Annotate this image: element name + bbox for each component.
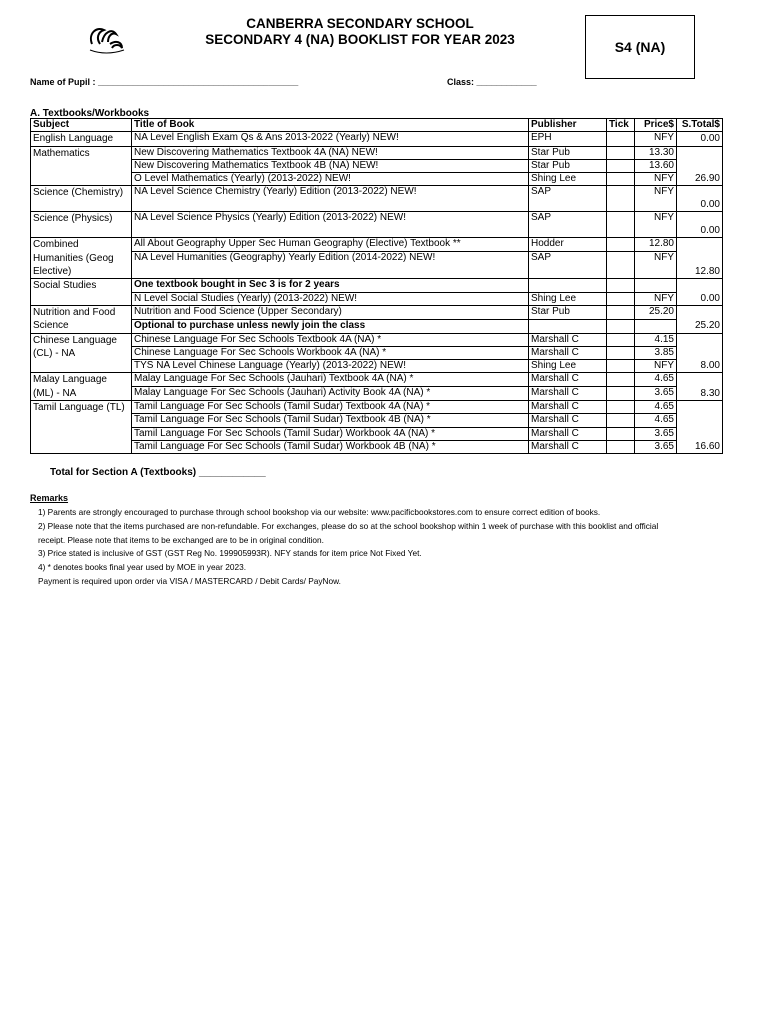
remark-line: 2) Please note that the items purchased are non-refundable. For exchanges, please do so at the school bookshop within 1 week of purchase with this booklist and official: [38, 520, 659, 531]
price: NFY: [635, 360, 677, 373]
remark-line: receipt. Please note that items to be exchanged are to be in original condition.: [38, 534, 324, 545]
book-title: N Level Social Studies (Yearly) (2013-2022) NEW!: [132, 292, 529, 305]
price: 12.80: [635, 238, 677, 252]
section-a-title: A. Textbooks/Workbooks: [30, 108, 150, 119]
tick-box[interactable]: [607, 146, 635, 159]
subtotal: 0.00: [677, 279, 723, 306]
remarks-title: Remarks: [30, 493, 69, 503]
subject-cell: Combined Humanities (Geog Elective): [31, 238, 132, 279]
tick-box[interactable]: [607, 319, 635, 333]
book-note: One textbook bought in Sec 3 is for 2 years: [132, 279, 529, 292]
publisher: Marshall C: [529, 401, 607, 414]
subject-cell: Malay Language (ML) - NA: [31, 373, 132, 401]
price: 4.15: [635, 333, 677, 346]
publisher: Shing Lee: [529, 292, 607, 305]
class-field[interactable]: Class: ____________: [447, 77, 537, 87]
subtotal: 0.00: [677, 212, 723, 238]
price: NFY: [635, 173, 677, 186]
publisher: Shing Lee: [529, 360, 607, 373]
tick-box[interactable]: [607, 414, 635, 427]
book-title: Chinese Language For Sec Schools Workbook 4A (NA) *: [132, 346, 529, 359]
class-code-box: S4 (NA): [585, 15, 695, 79]
tick-box[interactable]: [607, 132, 635, 146]
book-title: Malay Language For Sec Schools (Jauhari) Textbook 4A (NA) *: [132, 373, 529, 387]
subtotal: 8.00: [677, 333, 723, 373]
book-note: Optional to purchase unless newly join the class: [132, 319, 529, 333]
price: 3.65: [635, 427, 677, 440]
publisher: SAP: [529, 186, 607, 212]
publisher: Shing Lee: [529, 173, 607, 186]
tick-box[interactable]: [607, 305, 635, 319]
price: NFY: [635, 212, 677, 238]
remark-line: 1) Parents are strongly encouraged to purchase through school bookshop via our website: www.pacificbookstores.com to ensure correct edition of books.: [38, 507, 601, 517]
table-row: [31, 212, 723, 238]
price: NFY: [635, 186, 677, 212]
tick-box[interactable]: [607, 186, 635, 212]
publisher: Star Pub: [529, 146, 607, 159]
table-row: [31, 427, 723, 440]
price: 4.65: [635, 401, 677, 414]
book-title: All About Geography Upper Sec Human Geography (Elective) Textbook **: [132, 238, 529, 252]
booklist-table: [30, 118, 723, 454]
publisher: Marshall C: [529, 414, 607, 427]
book-title: Malay Language For Sec Schools (Jauhari) Activity Book 4A (NA) *: [132, 387, 529, 401]
price: 25.20: [635, 305, 677, 319]
school-name: CANBERRA SECONDARY SCHOOL: [246, 16, 474, 31]
remark-line: Payment is required upon order via VISA / MASTERCARD / Debit Cards/ PayNow.: [38, 575, 341, 586]
table-row: [31, 186, 723, 212]
table-row: [31, 333, 723, 346]
publisher: Marshall C: [529, 373, 607, 387]
subject-cell: Science (Chemistry): [31, 186, 132, 212]
col-title: Title of Book: [132, 119, 529, 132]
table-header-row: [31, 119, 723, 132]
table-row: [31, 387, 723, 401]
price: 13.60: [635, 159, 677, 172]
subtotal: 8.30: [677, 373, 723, 401]
book-title: New Discovering Mathematics Textbook 4B (NA) NEW!: [132, 159, 529, 172]
subject-cell: Science (Physics): [31, 212, 132, 238]
tick-box[interactable]: [607, 440, 635, 453]
book-title: Chinese Language For Sec Schools Textbook 4A (NA) *: [132, 333, 529, 346]
tick-box[interactable]: [607, 360, 635, 373]
book-title: Tamil Language For Sec Schools (Tamil Sudar) Workbook 4A (NA) *: [132, 427, 529, 440]
subtotal: 25.20: [677, 305, 723, 333]
table-row: [31, 292, 723, 305]
tick-box[interactable]: [607, 238, 635, 252]
tick-box[interactable]: [607, 427, 635, 440]
book-title: NA Level Science Chemistry (Yearly) Edition (2013-2022) NEW!: [132, 186, 529, 212]
price: 4.65: [635, 373, 677, 387]
table-row: [31, 373, 723, 387]
tick-box[interactable]: [607, 292, 635, 305]
price: 4.65: [635, 414, 677, 427]
book-title: TYS NA Level Chinese Language (Yearly) (2013-2022) NEW!: [132, 360, 529, 373]
book-title: O Level Mathematics (Yearly) (2013-2022) NEW!: [132, 173, 529, 186]
table-row: [31, 440, 723, 453]
subject-cell: English Language: [31, 132, 132, 146]
price: NFY: [635, 132, 677, 146]
publisher: Star Pub: [529, 305, 607, 319]
remark-line: 3) Price stated is inclusive of GST (GST Reg No. 199905993R). NFY stands for item price Not Fixed Yet.: [38, 548, 422, 559]
price: 3.65: [635, 440, 677, 453]
tick-box[interactable]: [607, 173, 635, 186]
table-row: [31, 279, 723, 292]
subtotal: 0.00: [677, 186, 723, 212]
subject-cell: Chinese Language (CL) - NA: [31, 333, 132, 373]
section-a-total[interactable]: Total for Section A (Textbooks) ____________: [50, 467, 266, 478]
table-row: [31, 346, 723, 359]
publisher: Marshall C: [529, 440, 607, 453]
tick-box[interactable]: [607, 159, 635, 172]
table-row: [31, 319, 723, 333]
tick-box[interactable]: [607, 279, 635, 292]
booklist-title: SECONDARY 4 (NA) BOOKLIST FOR YEAR 2023: [205, 32, 515, 47]
publisher: [529, 319, 607, 333]
table-row: [31, 159, 723, 172]
col-publisher: Publisher: [529, 119, 607, 132]
tick-box[interactable]: [607, 333, 635, 346]
tick-box[interactable]: [607, 401, 635, 414]
book-title: NA Level Science Physics (Yearly) Edition (2013-2022) NEW!: [132, 212, 529, 238]
book-title: Tamil Language For Sec Schools (Tamil Sudar) Workbook 4B (NA) *: [132, 440, 529, 453]
book-title: Tamil Language For Sec Schools (Tamil Sudar) Textbook 4B (NA) *: [132, 414, 529, 427]
publisher: [529, 279, 607, 292]
publisher: Marshall C: [529, 387, 607, 401]
col-subject: Subject: [31, 119, 132, 132]
table-row: [31, 146, 723, 159]
publisher: Hodder: [529, 238, 607, 252]
table-row: [31, 360, 723, 373]
price: 3.85: [635, 346, 677, 359]
publisher: SAP: [529, 212, 607, 238]
price: NFY: [635, 292, 677, 305]
table-row: [31, 414, 723, 427]
tick-box[interactable]: [607, 252, 635, 279]
subject-cell: Tamil Language (TL): [31, 401, 132, 454]
col-tick: Tick: [607, 119, 635, 132]
book-title: Nutrition and Food Science (Upper Secondary): [132, 305, 529, 319]
publisher: Star Pub: [529, 159, 607, 172]
table-row: [31, 305, 723, 319]
tick-box[interactable]: [607, 387, 635, 401]
publisher: Marshall C: [529, 427, 607, 440]
tick-box[interactable]: [607, 346, 635, 359]
price: 3.65: [635, 387, 677, 401]
price: [635, 319, 677, 333]
subject-cell: Mathematics: [31, 146, 132, 186]
publisher: Marshall C: [529, 346, 607, 359]
remarks-list: [38, 506, 738, 589]
col-subtotal: S.Total$: [677, 119, 723, 132]
col-price: Price$: [635, 119, 677, 132]
subtotal: 16.60: [677, 401, 723, 454]
pupil-name-field[interactable]: Name of Pupil : ________________________________________: [30, 77, 299, 87]
price: 13.30: [635, 146, 677, 159]
subtotal: 0.00: [677, 132, 723, 146]
book-title: New Discovering Mathematics Textbook 4A (NA) NEW!: [132, 146, 529, 159]
tick-box[interactable]: [607, 212, 635, 238]
table-row: [31, 401, 723, 414]
remark-line: 4) * denotes books final year used by MOE in year 2023.: [38, 562, 247, 573]
subject-cell: Social Studies: [31, 279, 132, 306]
book-title: NA Level Humanities (Geography) Yearly Edition (2014-2022) NEW!: [132, 252, 529, 279]
subtotal: 26.90: [677, 146, 723, 186]
book-title: Tamil Language For Sec Schools (Tamil Sudar) Textbook 4A (NA) *: [132, 401, 529, 414]
publisher: Marshall C: [529, 333, 607, 346]
table-row: [31, 173, 723, 186]
subject-cell: Nutrition and Food Science: [31, 305, 132, 333]
tick-box[interactable]: [607, 373, 635, 387]
subtotal: 12.80: [677, 238, 723, 279]
table-row: [31, 132, 723, 146]
price: NFY: [635, 252, 677, 279]
table-row: [31, 238, 723, 252]
publisher: EPH: [529, 132, 607, 146]
table-row: [31, 252, 723, 279]
price: [635, 279, 677, 292]
publisher: SAP: [529, 252, 607, 279]
school-logo-icon: [84, 20, 128, 56]
book-title: NA Level English Exam Qs & Ans 2013-2022 (Yearly) NEW!: [132, 132, 529, 146]
